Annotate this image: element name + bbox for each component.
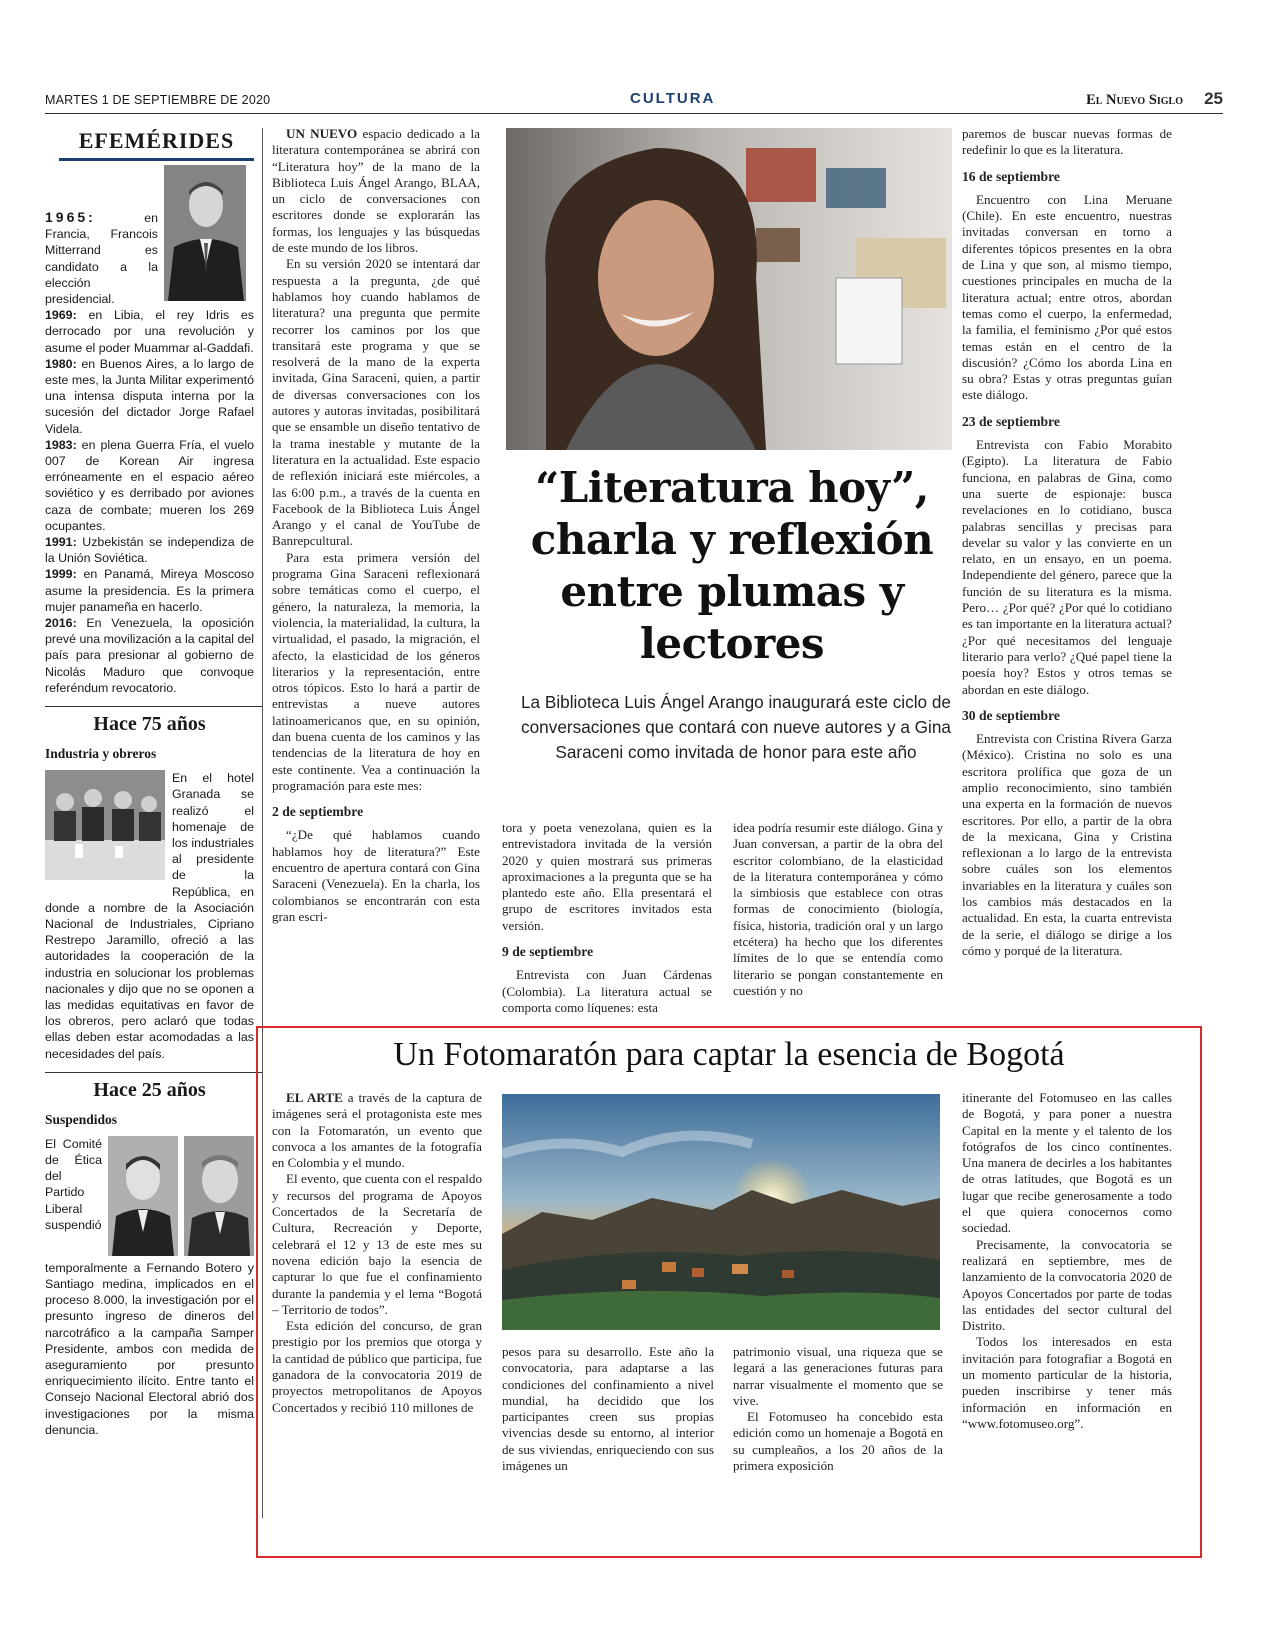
suspendidos-photos — [108, 1136, 254, 1256]
article2-lead-paragraph: EL ARTE a través de la captura de imágenes será el protagonista este mes con la Fotomaratón, un evento que convoca a los amantes de la fotografía en Colombia y el mundo. — [272, 1090, 482, 1171]
efemeride-1999: 1999: en Panamá, Mireya Moscoso asume la presidencia. Es la primera mujer panameña en hacerlo. — [45, 567, 254, 614]
sidebar — [45, 128, 263, 1518]
efemerides-title: EFEMÉRIDES — [59, 128, 254, 161]
article1-paragraph: En su versión 2020 se intentará dar respuesta a la pregunta, ¿de qué hablamos hoy cuando hablamos de literatura? una pregunta que permite recorrer los caminos por los que transitará este programa y que se resolverá de la mano de la experta invitada, Gina Saraceni, quien, a partir de diversas conversaciones con los autores y autoras invitadas, posibilitará que se ensamble un diseño tentativo de la trama inestable y mutante de la literatura en la actualidad. Este espacio de reflexión iniciará este miércoles, a las 6:00 p.m., a través de la cuenta en Facebook de la Biblioteca Luis Ángel Arango y el canal de YouTube de Banrepcultural. — [272, 256, 480, 549]
portrait-illustration — [164, 165, 246, 301]
medina-photo — [184, 1136, 254, 1256]
banquet-illustration — [45, 770, 165, 880]
efemeride-1969: 1969: en Libia, el rey Idris es derrocado por una revolución y asume el poder Muammar al-Gaddafi. — [45, 308, 254, 355]
article1-col4 — [962, 126, 1172, 959]
newspaper-name: El Nuevo Siglo — [1086, 92, 1183, 108]
article1-paragraph: idea podría resumir este diálogo. Gina y Juan conversan, a partir de la obra del escritor colombiano, de la elasticidad de la literatura contemporánea y cómo la simbiosis que establece con otras formas de conocimiento (biología, física, historia, tradición oral y un largo etcétera) ha hecho que los diferentes límites de lo que se entendía como literario se pongan constantemente en cuestión y no — [733, 820, 943, 998]
botero-photo — [108, 1136, 178, 1256]
article1-lead-paragraph: UN NUEVO espacio dedicado a la literatura contemporánea se abrirá con “Literatura hoy” de la mano de la Biblioteca Luis Ángel Arango, BLAA, un ciclo de conversaciones con escritores donde se explorarán las formas, los lenguajes y las búsquedas de este mundo de los libros. — [272, 126, 480, 256]
gina-saraceni-photo — [506, 128, 952, 450]
hace25-kicker: Suspendidos — [45, 1111, 118, 1127]
portrait-illustration — [108, 1136, 178, 1256]
hace75-text: En el hotel Granada se realizó el homenaje de los industriales al presidente de la República, en donde a nombre de la Asociación Nacional de Industriales, Cipriano Restrepo Jaramillo, ofreció a las autoridades la cooperación de la industria en solucionar los problemas nacionales y dijo que no se oponen a las medidas equitativas en favor de los obreros, pero aclaró que todas ellas deben estar acomodadas a las necesidades del país. — [45, 771, 254, 1061]
article2-col2 — [502, 1344, 714, 1474]
portrait-illustration — [506, 128, 952, 450]
article2-paragraph: Todos los interesados en esta invitación para fotografiar a Bogotá en un momento particular de la historia, pueden inscribirse y tener más información en información en “www.fotomuseo.org”. — [962, 1334, 1172, 1431]
date-subhead: 9 de septiembre — [502, 944, 594, 960]
page-number: 25 — [1204, 89, 1223, 108]
article2-paragraph: El Fotomuseo ha concebido esta edición como un homenaje a Bogotá en su cumpleaños, a los 20 años de la primera exposición — [733, 1409, 943, 1474]
industriales-photo — [45, 770, 165, 880]
hace25-title: Hace 25 años — [45, 1072, 262, 1102]
mitterrand-photo — [164, 165, 246, 301]
article1-paragraph: “¿De qué hablamos cuando hablamos hoy de literatura?” Este encuentro de apertura contará con Gina Saraceni (Venezuela). En la charla, los colombianos se encontrarán con esta gran escri- — [272, 827, 480, 924]
cityscape-illustration — [502, 1094, 940, 1330]
issue-date: MARTES 1 DE SEPTIEMBRE DE 2020 — [45, 93, 271, 107]
article1-paragraph: tora y poeta venezolana, quien es la entrevistadora invitada de la versión 2020 y quien mostrará sus primeras aproximaciones a la pregunta que se ha plantedo este año. Ella presentará el grupo de escritores invitados esta versión. — [502, 820, 712, 933]
article1-paragraph: paremos de buscar nuevas formas de redefinir lo que es la literatura. — [962, 126, 1172, 158]
efemeride-1965: 1965: en Francia, Francois Mitterrand es candidato a la elección presidencial. — [45, 209, 158, 307]
article2-paragraph: Esta edición del concurso, de gran prestigio por los premios que otorga y la cantidad de público que participa, fue ganadora de la convocatoria 2019 de proyectos metropolitanos de Apoyos Concertados y recibió 110 millones de — [272, 1318, 482, 1415]
article1-subhead: La Biblioteca Luis Ángel Arango inaugurará este ciclo de conversaciones que contará con nueve autores y a Gina Saraceni como invitada de honor para este año — [521, 692, 951, 762]
article2-col1 — [272, 1090, 482, 1416]
date-subhead: 30 de septiembre — [962, 707, 1060, 723]
efemerides-list — [45, 209, 262, 696]
bogota-sunset-photo — [502, 1094, 940, 1330]
hace75-title: Hace 75 años — [45, 706, 262, 736]
article1-col2 — [502, 820, 712, 1016]
efemeride-1983: 1983: en plena Guerra Fría, el vuelo 007 de Korean Air ingresa erróneamente en el espacio aéreo soviético y es derribado por aviones caza de combate; mueren los 269 ocupantes. — [45, 437, 254, 533]
date-subhead: 23 de septiembre — [962, 413, 1060, 429]
article2-headline: Un Fotomaratón para captar la esencia de Bogotá — [393, 1036, 1065, 1073]
article1-paragraph: Entrevista con Fabio Morabito (Egipto). La literatura de Fabio funciona, en palabras de Gina, como una suerte de espionaje: busca revelaciones en lo cotidiano, busca palabras sencillas y precisas para develar su valor y las convierte en un relato, en un ensayo, en un poema. Independiente del género, parece que la función de su literatura es la misma. Pero… ¿Por qué? ¿Por qué lo cotidiano es tan importante en la literatura actual? ¿Por qué necesitamos del lenguaje literario para verlo? ¿Qué papel tiene la poesía hoy? Estos y otros temas se abordan en este diálogo. — [962, 437, 1172, 697]
article1-paragraph: Encuentro con Lina Meruane (Chile). En este encuentro, nuestras invitadas conversan en torno a diferentes tópicos presentes en la obra de Lina y que son, al mismo tiempo, cuestiones principales en mucha de la literatura actual; entre otros, abordan temas como el cuerpo, la enfermedad, la familia, el feminismo ¿Por qué estos temas están en el centro de la discusión? ¿Cómo los aborda Lina en su obra? Estas y otras preguntas guían este diálogo. — [962, 191, 1172, 403]
efemeride-1980: 1980: en Buenos Aires, a lo largo de este mes, la Junta Militar experimentó una intensa disputa interna por la sucesión del dictador Jorge Rafael Videla. — [45, 356, 254, 436]
article1-paragraph: Para esta primera versión del programa Gina Saraceni reflexionará sobre temáticas como el cuerpo, el género, la naturaleza, la memoria, la violencia, la materialidad, la cultura, la virtualidad, el pasado, la migración, el afecto, la elasticidad de los géneros literarios y la representación, entre otros tópicos. Esto lo hará a partir de entrevistas a nueve autores latinoamericanos que, en su opinión, dan buena cuenta de los caminos y las tendencias de la literatura de hoy en este continente. Vea a continuación la programación para este mes: — [272, 549, 480, 793]
date-subhead: 16 de septiembre — [962, 168, 1060, 184]
hace75-kicker: Industria y obreros — [45, 746, 157, 762]
article2-paragraph: El evento, que cuenta con el respaldo y recursos del programa de Apoyos Concertados de la Secretaría de Cultura, Recreación y Deporte, celebrará el 12 y 13 de este mes su novena edición bajo la esencia de capturar lo que fue el confinamiento durante la pandemia y el lema “Bogotá – Territorio de todos”. — [272, 1171, 482, 1317]
article1-paragraph: Entrevista con Juan Cárdenas (Colombia). La literatura actual se comporta como líquenes: esta — [502, 967, 712, 1015]
portrait-illustration — [184, 1136, 254, 1256]
article2-paragraph: pesos para su desarrollo. Este año la convocatoria, para adaptarse a las condiciones del confinamiento a nivel mundial, ha decidido que los participantes creen sus propias vivencias desde su entorno, al interior de sus viviendas, enriqueciendo con sus imágenes un — [502, 1344, 714, 1474]
section-name: CULTURA — [630, 90, 716, 107]
hace75-body — [45, 770, 262, 1062]
article1-col3 — [733, 820, 943, 999]
efemeride-2016: 2016: En Venezuela, la oposición prevé una movilización a la capital del país para presionar al gobierno de Nicolás Maduro que convoque referéndum revocatorio. — [45, 616, 254, 695]
article2-paragraph: Precisamente, la convocatoria se realizará en septiembre, mes de lanzamiento de la convocatoria 2020 de Apoyos Concertados por parte de todas las entidades del sector cultural del Distrito. — [962, 1236, 1172, 1334]
hace25-text: El Comité de Ética del Partido Liberal suspendió temporalmente a Fernando Botero y Santiago medina, implicados en el proceso 8.000, la investigación por el presunto ingreso de dineros del narcotráfico a la campaña Samper Presidente, ambos con medida de aseguramiento por presunto enriquecimiento ilícito. Entre tanto el Consejo Nacional Electoral abrió dos investigaciones por la misma denuncia. — [45, 1136, 254, 1437]
article2-paragraph: patrimonio visual, una riqueza que se legará a las generaciones futuras para narrar visualmente el momento que se vive. — [733, 1344, 943, 1408]
article1-paragraph: Entrevista con Cristina Rivera Garza (México). Cristina no solo es una escritora prolífica que goza de un amplio reconocimiento, sino también una experta en la formación de nuevos escritores. Por ello, a partir de la obra de la mexicana, Gina y Cristina reflexionan a lo largo de la entrevista sobre cuáles son los elementos invariables en la literatura y cuáles son los cambios más destacados en la actualidad. En esta, la cuarta entrevista de la serie, el diálogo se dirige a los cómo y porqué de la literatura. — [962, 731, 1172, 958]
hace25-body — [45, 1136, 262, 1438]
article2-col3 — [733, 1344, 943, 1474]
date-subhead: 2 de septiembre — [272, 804, 364, 820]
article1-col1 — [272, 126, 480, 925]
article1-headline: “Literatura hoy”, charla y reflexión entre plumas y lectores — [530, 463, 934, 668]
page-header — [45, 90, 1223, 114]
efemeride-1991: 1991: Uzbekistán se independiza de la Unión Soviética. — [45, 535, 254, 566]
article2-paragraph: itinerante del Fotomuseo en las calles de Bogotá, y para poner a nuestra Capital en la mente y el talento de los fotógrafos de los cinco continentes. Una manera de decirles a los habitantes de otras latitudes, que Bogotá es un lugar que recibe generosamente a todo el que quiera conocernos como sociedad. — [962, 1090, 1172, 1236]
article2-col4 — [962, 1090, 1172, 1432]
